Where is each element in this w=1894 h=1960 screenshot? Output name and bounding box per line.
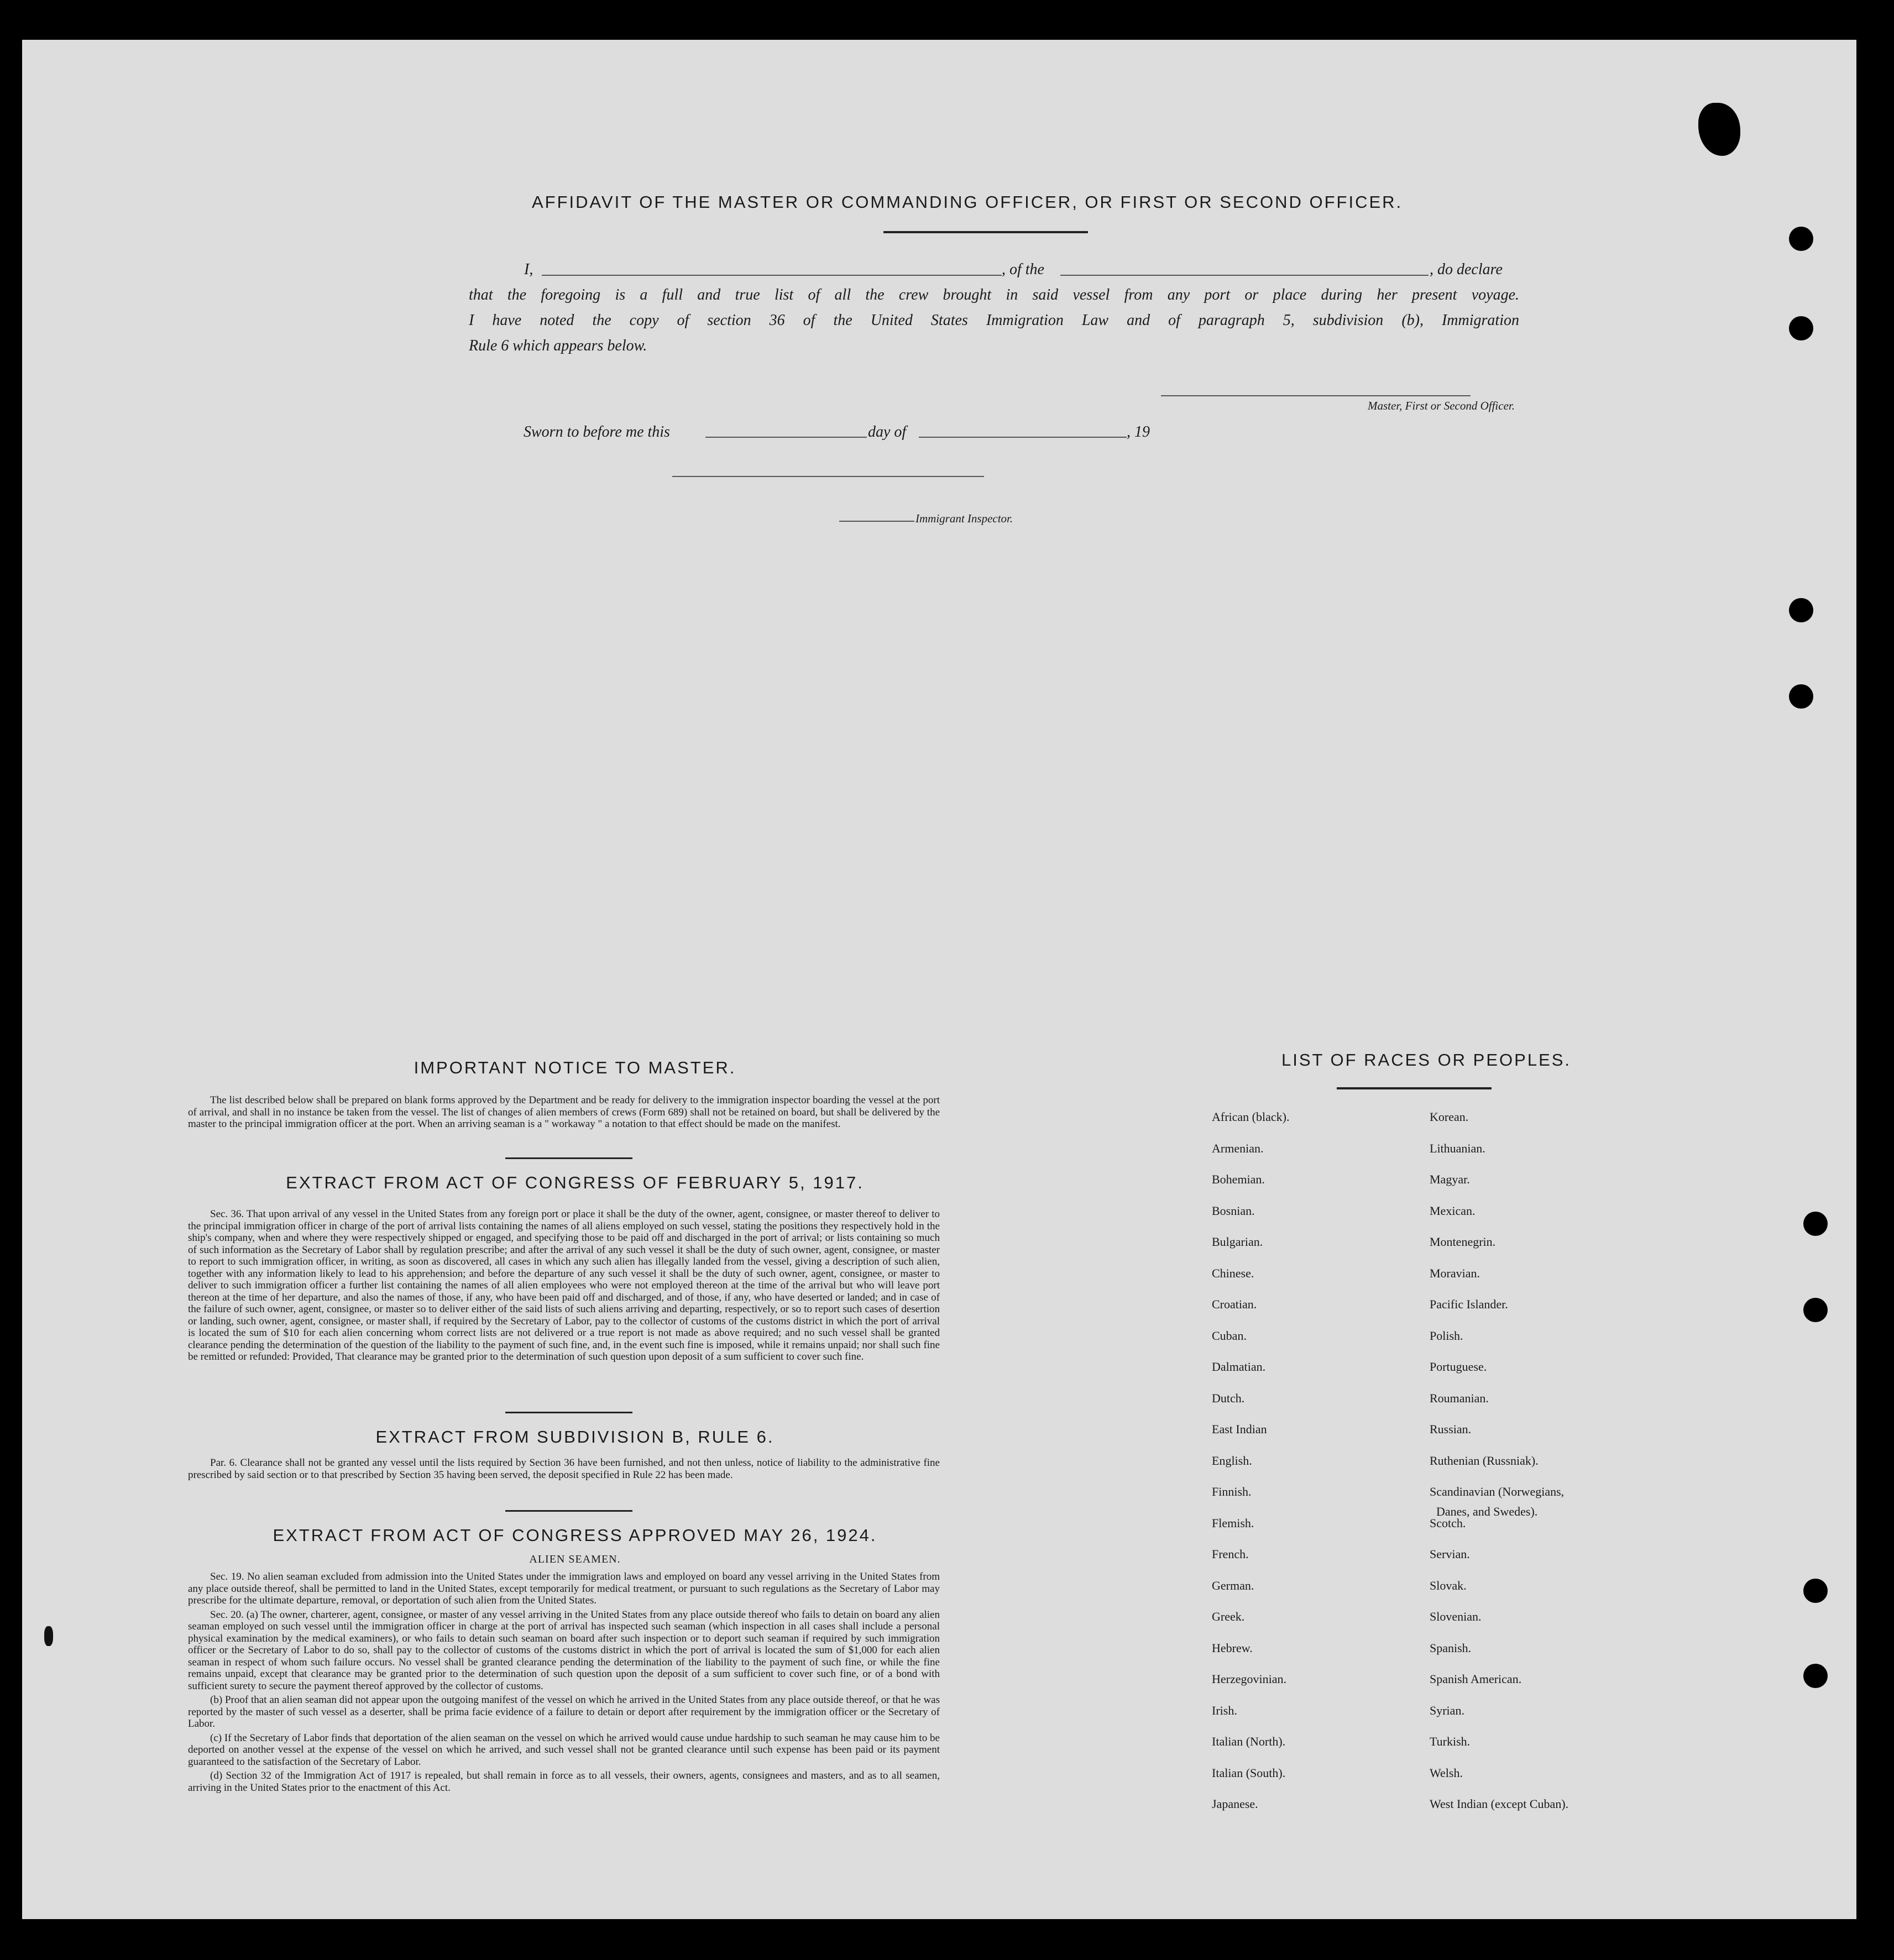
race-item: Slovenian. xyxy=(1430,1610,1482,1623)
master-signature-label: Master, First or Second Officer. xyxy=(1368,399,1515,412)
race-item: Montenegrin. xyxy=(1430,1235,1496,1249)
extract-1924-title: EXTRACT FROM ACT OF CONGRESS APPROVED MAY 26, 1924. xyxy=(273,1526,877,1545)
race-item: Scotch. xyxy=(1430,1516,1466,1530)
inspector-signature-line[interactable] xyxy=(672,476,984,477)
affidavit-line-3: I have noted the copy of section 36 of the United States Immigration Law and of paragraph 5, subdivision (b), Immigration xyxy=(469,312,1519,329)
extract-1917-title: EXTRACT FROM ACT OF CONGRESS OF FEBRUARY 5, 1917. xyxy=(286,1173,864,1192)
rule6-title: EXTRACT FROM SUBDIVISION B, RULE 6. xyxy=(375,1427,775,1447)
race-item: Russian. xyxy=(1430,1422,1472,1436)
edge-mark xyxy=(44,1626,53,1646)
race-item: French. xyxy=(1212,1547,1249,1561)
extract-1917-body xyxy=(188,1208,940,1363)
races-title: LIST OF RACES OR PEOPLES. xyxy=(1281,1050,1572,1070)
vessel-blank-line[interactable] xyxy=(1060,275,1429,276)
race-item: Croatian. xyxy=(1212,1297,1257,1311)
affidavit-title: AFFIDAVIT OF THE MASTER OR COMMANDING OFFICER, OR FIRST OR SECOND OFFICER. xyxy=(532,192,1403,212)
race-item: Spanish. xyxy=(1430,1641,1472,1655)
race-item: Italian (South). xyxy=(1212,1765,1286,1780)
race-item: Roumanian. xyxy=(1430,1391,1489,1405)
race-item: Finnish. xyxy=(1212,1485,1252,1498)
year-label: , 19 xyxy=(1127,423,1150,441)
title-rule xyxy=(883,231,1088,233)
affidavit-line-2: that the foregoing is a full and true list of all the crew brought in said vessel from any port or place during her present voyage. xyxy=(469,286,1519,303)
binder-hole xyxy=(1789,316,1813,340)
rule6-body xyxy=(188,1457,940,1481)
extract-1924-body xyxy=(188,1571,940,1794)
race-item: Ruthenian (Russniak). xyxy=(1430,1453,1539,1468)
race-item: Moravian. xyxy=(1430,1266,1480,1280)
binder-hole xyxy=(1803,1579,1828,1603)
sworn-day-blank[interactable] xyxy=(705,437,867,438)
race-item-continuation: Danes, and Swedes). xyxy=(1436,1505,1538,1518)
race-item: Mexican. xyxy=(1430,1203,1476,1218)
race-item: Lithuanian. xyxy=(1430,1141,1485,1155)
race-item: Dutch. xyxy=(1212,1391,1245,1405)
race-item: Portuguese. xyxy=(1430,1360,1487,1374)
binder-hole xyxy=(1789,598,1813,622)
race-item: Armenian. xyxy=(1212,1141,1264,1155)
race-item: Bosnian. xyxy=(1212,1203,1255,1218)
race-item: Chinese. xyxy=(1212,1266,1254,1280)
sec-20b-paragraph: (b) Proof that an alien seaman did not appear upon the outgoing manifest of the vessel on which he arrived in the United States from any place outside thereof, or that he was reported by the master of such vessel as a deserter, shall be prima facie evidence of a failure to detain or deport after requirement by the immigration officer or the Secretary of Labor. xyxy=(188,1694,940,1730)
race-item: Irish. xyxy=(1212,1703,1237,1717)
race-item: Bulgarian. xyxy=(1212,1235,1263,1249)
name-blank-line[interactable] xyxy=(542,275,1002,276)
race-item: German. xyxy=(1212,1578,1254,1592)
binder-hole xyxy=(1803,1664,1828,1688)
sec-20c-paragraph: (c) If the Secretary of Labor finds that deportation of the alien seaman on the vessel on which he arrived would cause undue hardship to such seaman he may cause him to be deported on another vessel at the expense of the vessel on which he arrived, and such vessel shall not be granted clearance until such expense has been paid or its payment guaranteed to the satisfaction of the Secretary of Labor. xyxy=(188,1732,940,1768)
race-item: Scandinavian (Norwegians, xyxy=(1430,1485,1565,1498)
extract-1917-paragraph: Sec. 36. That upon arrival of any vessel in the United States from any foreign port or place it shall be the duty of the owner, agent, consignee, or master thereof to deliver to the principal immigration officer in charge of the port of arrival lists containing the names of all aliens employed on such vessel, stating the positions they respectively hold in the ship's company, when and where they were respectively shipped or engaged, and specifying those to be paid off and discharged in the port of arrival; or lists containing so much of such information as the Secretary of Labor shall by regulation prescribe; and after the arrival of any such vessel it shall be the duty of such owner, agent, consignee, or master to report to such immigration officer, in writing, as soon as discovered, all cases in which any such alien has illegally landed from the vessel, giving a description of such alien, together with any information likely to lead to his apprehension; and before the departure of any such vessel it shall be the duty of such owner, agent, consignee, or master to deliver to such immigration officer a further list containing the names of all alien employees who were not employed thereon at the time of the arrival but who will leave port thereon at the time of her departure, and also the names of those, if any, who have been paid off and discharged, and of those, if any, who have deserted or landed; and in case of the failure of such owner, agent, consignee, or master so to deliver either of the said lists of such aliens arriving and departing, respectively, or so to report such cases of desertion or landing, such owner, agent, consignee, or master shall, if required by the Secretary of Labor, pay to the collector of customs of the customs district in which the port of arrival is located the sum of $10 for each alien concerning whom correct lists are not delivered or a true report is not made as above required; and no such vessel shall be granted clearance pending the determination of the question of the liability to the payment of such fine, and, in the event such fine is imposed, while it remains unpaid; nor shall such fine be remitted or refunded: Provided, That clearance may be granted prior to the determination of such question upon deposit of a sum sufficient to cover such fine. xyxy=(188,1208,940,1362)
race-item: Herzegovinian. xyxy=(1212,1672,1286,1686)
race-item: Syrian. xyxy=(1430,1703,1464,1717)
notice-text xyxy=(188,1094,940,1130)
race-item: Japanese. xyxy=(1212,1797,1258,1811)
race-item: Polish. xyxy=(1430,1328,1463,1343)
sec-20a-paragraph: Sec. 20. (a) The owner, charterer, agent, consignee, or master of any vessel arriving in the United States from any place outside thereof who fails to detain on board any alien seaman employed on such vessel until the immigration officer in charge at the port of arrival has inspected such seaman (which inspection in all cases shall include a personal physical examination by the medical examiners), or who fails to detain such seaman on board after such inspection or to deport such seaman if required by such immigration officer or the Secretary of Labor to do so, shall pay to the collector of customs of the customs district in which the port of arrival is located the sum of $1,000 for each alien seaman in respect of whom such failure occurs. No vessel shall be granted clearance pending the determination of the liability to the payment of such fine, or while the fine remains unpaid, except that clearance may be granted prior to the determination of such question upon the deposit of a sum sufficient to cover such fine, or of a bond with sufficient surety to secure the payment thereof approved by the collector of customs. xyxy=(188,1608,940,1692)
master-signature-line[interactable] xyxy=(1161,395,1471,396)
race-item: Flemish. xyxy=(1212,1516,1254,1530)
affidavit-do-declare-label: , do declare xyxy=(1430,261,1503,278)
race-item: Korean. xyxy=(1430,1110,1469,1124)
inspector-label: Immigrant Inspector. xyxy=(915,512,1013,525)
race-item: Dalmatian. xyxy=(1212,1360,1266,1374)
sworn-label: Sworn to before me this xyxy=(524,423,670,441)
race-item: Hebrew. xyxy=(1212,1641,1253,1655)
day-of-label: day of xyxy=(868,423,907,441)
sec-20d-paragraph: (d) Section 32 of the Immigration Act of 1917 is repealed, but shall remain in force as to all vessels, their owners, agents, consignees and masters, and as to all seamen, arriving in the United States prior to the enactment of this Act. xyxy=(188,1770,940,1794)
sec-19-paragraph: Sec. 19. No alien seaman excluded from admission into the United States under the immigration laws and employed on board any vessel arriving in the United States from any place outside thereof, shall be permitted to land in the United States, except temporarily for medical treatment, or pursuant to such regulations as the Secretary of Labor may prescribe for the ultimate departure, removal, or deportation of such alien from the United States. xyxy=(188,1571,940,1606)
race-item: Slovak. xyxy=(1430,1578,1467,1592)
race-item: Pacific Islander. xyxy=(1430,1297,1508,1311)
race-item: Turkish. xyxy=(1430,1734,1471,1748)
races-rule xyxy=(1337,1087,1492,1089)
rule6-paragraph: Par. 6. Clearance shall not be granted any vessel until the lists required by Section 36 have been furnished, and not then unless, notice of liability to the administrative fine prescribed by said section or to that prescribed by Section 35 having been served, the deposit specified in Rule 22 has been made. xyxy=(188,1457,940,1481)
affidavit-of-the-label: , of the xyxy=(1002,261,1044,278)
race-item: East Indian xyxy=(1212,1422,1267,1436)
notice-title: IMPORTANT NOTICE TO MASTER. xyxy=(414,1058,736,1077)
race-item: Servian. xyxy=(1430,1547,1470,1561)
binder-hole xyxy=(1803,1212,1828,1236)
race-item: Bohemian. xyxy=(1212,1172,1265,1186)
notice-rule xyxy=(505,1157,632,1159)
race-item: English. xyxy=(1212,1453,1252,1468)
race-item: Welsh. xyxy=(1430,1765,1463,1780)
race-item: Italian (North). xyxy=(1212,1734,1286,1748)
alien-seamen-subtitle: ALIEN SEAMEN. xyxy=(529,1553,621,1565)
binder-hole xyxy=(1789,227,1813,251)
notice-paragraph: The list described below shall be prepared on blank forms approved by the Department and be ready for delivery to the immigration inspector boarding the vessel at the port of arrival, and shall in no instance be taken from the vessel. The list of changes of alien members of crews (Form 689) shall not be retained on board, but shall be delivered by the master to the principal immigration officer at the port. When an arriving seaman is a " workaway " a notation to that effect should be made on the manifest. xyxy=(188,1094,940,1130)
manifest-page xyxy=(22,40,1856,1919)
sworn-month-blank[interactable] xyxy=(919,437,1127,438)
race-item: Greek. xyxy=(1212,1610,1245,1623)
affidavit-line-4: Rule 6 which appears below. xyxy=(469,337,647,354)
inspector-short-line xyxy=(839,521,914,522)
binder-hole xyxy=(1789,684,1813,709)
race-item: Magyar. xyxy=(1430,1172,1470,1186)
rule6-rule xyxy=(505,1510,632,1512)
affidavit-i-label: I, xyxy=(524,261,533,278)
extract-1917-rule xyxy=(505,1412,632,1413)
race-item: Cuban. xyxy=(1212,1328,1247,1343)
race-item: African (black). xyxy=(1212,1110,1290,1124)
race-item: West Indian (except Cuban). xyxy=(1430,1797,1569,1811)
race-item: Spanish American. xyxy=(1430,1672,1522,1686)
binder-hole xyxy=(1803,1298,1828,1322)
